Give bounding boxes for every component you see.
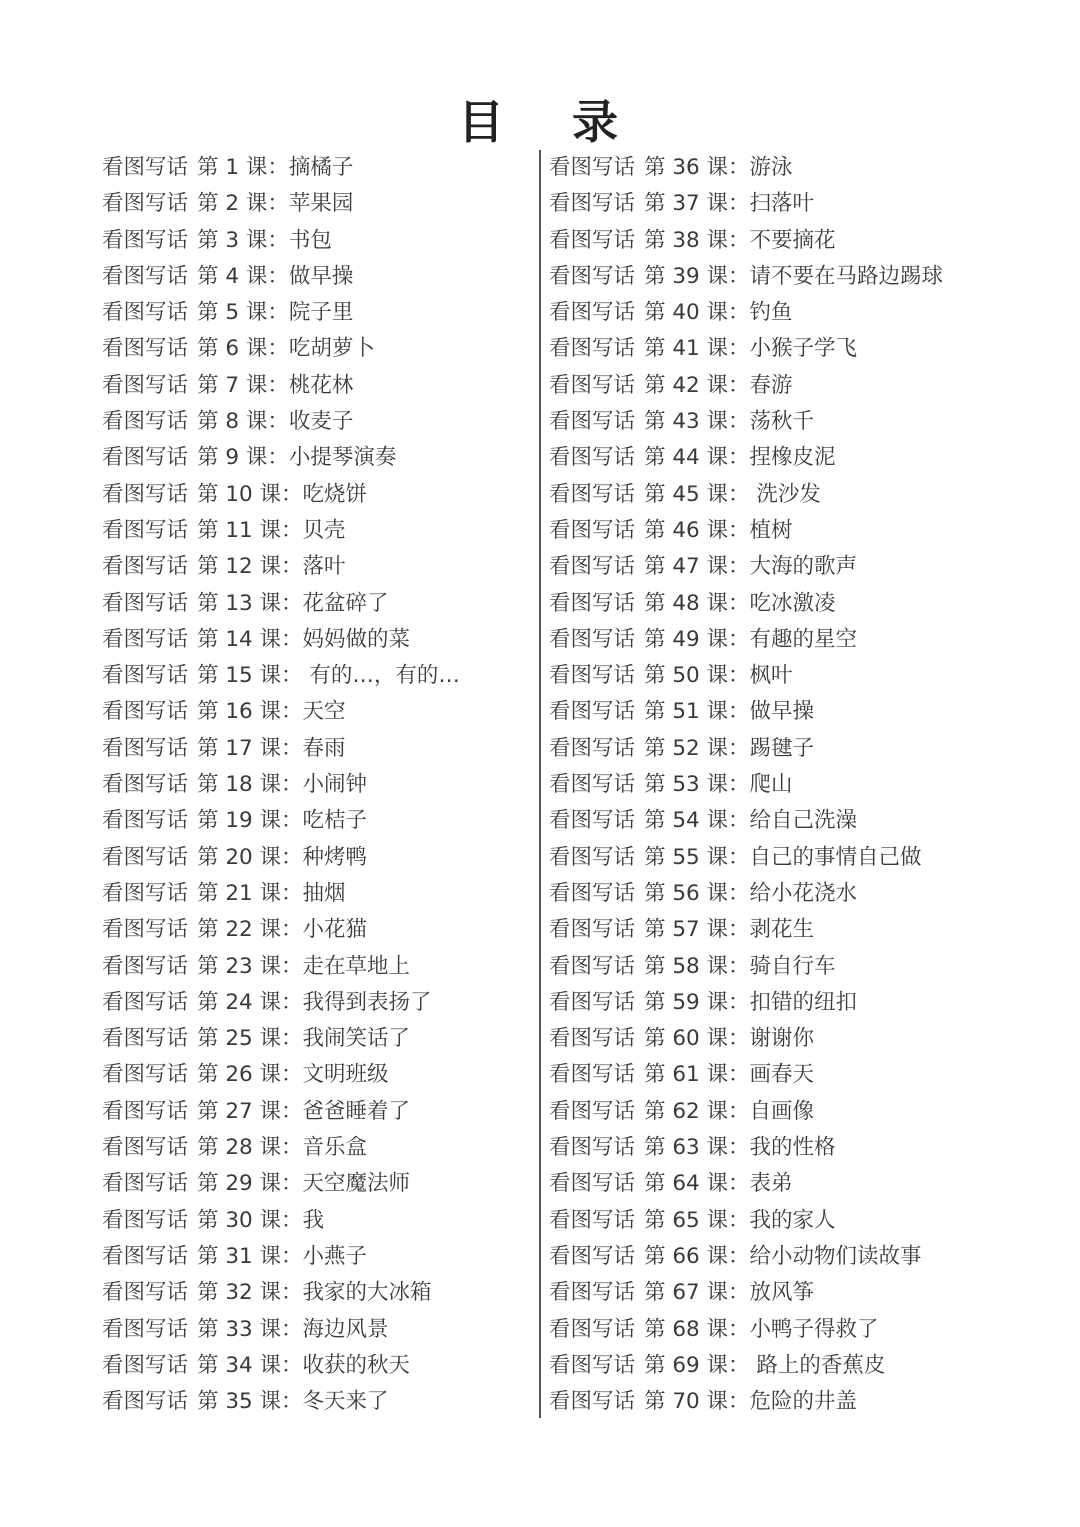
entry-lesson-number: 第 32 课：	[197, 1280, 303, 1306]
entry-series: 看图写话	[102, 263, 189, 289]
entry-lesson-number: 第 24 课：	[197, 989, 303, 1015]
toc-entry	[549, 731, 1009, 767]
entry-lesson-number: 第 30 课：	[197, 1207, 303, 1233]
toc-entry	[102, 186, 542, 222]
entry-lesson-number: 第 45 课：	[644, 481, 750, 507]
entry-topic: 摘橘子	[288, 155, 354, 180]
toc-entry	[102, 840, 542, 876]
toc-entry	[102, 549, 542, 585]
entry-series: 看图写话	[102, 336, 189, 362]
entry-topic: 谢谢你	[749, 1026, 815, 1052]
entry-lesson-number: 第 10 课：	[197, 481, 303, 507]
entry-lesson-number: 第 64 课：	[644, 1171, 750, 1197]
entry-topic: 小燕子	[302, 1243, 368, 1269]
entry-topic: 天空	[302, 699, 346, 725]
entry-lesson-number: 第 50 课：	[644, 663, 750, 689]
entry-lesson-number: 第 15 课：	[197, 663, 303, 689]
entry-topic: 落叶	[302, 554, 346, 580]
entry-lesson-number: 第 63 课：	[644, 1135, 750, 1161]
entry-topic: 音乐盒	[302, 1135, 368, 1161]
entry-series: 看图写话	[102, 1171, 189, 1197]
entry-lesson-number: 第 3 课：	[197, 227, 289, 253]
entry-series: 看图写话	[102, 626, 189, 652]
entry-lesson-number: 第 67 课：	[644, 1280, 750, 1306]
entry-lesson-number: 第 52 课：	[644, 735, 750, 761]
entry-topic: 扫落叶	[749, 191, 815, 217]
entry-lesson-number: 第 35 课：	[197, 1389, 303, 1415]
entry-topic: 走在草地上	[302, 953, 411, 979]
entry-series: 看图写话	[549, 1280, 636, 1306]
entry-series: 看图写话	[102, 1135, 189, 1161]
entry-topic: 我闹笑话了	[302, 1026, 411, 1052]
entry-topic: 种烤鸭	[302, 844, 368, 870]
entry-topic: 海边风景	[302, 1316, 389, 1342]
entry-lesson-number: 第 26 课：	[197, 1062, 303, 1088]
entry-series: 看图写话	[102, 554, 189, 580]
entry-topic: 我的家人	[749, 1207, 836, 1233]
entry-series: 看图写话	[549, 663, 636, 689]
entry-topic: 荡秋千	[749, 409, 815, 435]
entry-series: 看图写话	[102, 1316, 189, 1342]
toc-entry	[549, 1094, 1009, 1130]
entry-topic: 给小花浇水	[749, 880, 858, 906]
entry-series: 看图写话	[549, 880, 636, 906]
entry-series: 看图写话	[549, 372, 636, 398]
entry-lesson-number: 第 55 课：	[644, 844, 750, 870]
entry-topic: 做早操	[288, 263, 354, 289]
entry-series: 看图写话	[102, 1207, 189, 1233]
entry-lesson-number: 第 12 课：	[197, 554, 303, 580]
entry-lesson-number: 第 68 课：	[644, 1316, 750, 1342]
entry-series: 看图写话	[549, 554, 636, 580]
entry-lesson-number: 第 1 课：	[197, 155, 289, 180]
toc-entry	[102, 1312, 542, 1348]
entry-topic: 放风筝	[749, 1280, 815, 1306]
entry-series: 看图写话	[102, 409, 189, 435]
toc-entry	[549, 876, 1009, 912]
entry-lesson-number: 第 31 课：	[197, 1243, 303, 1269]
entry-lesson-number: 第 42 课：	[644, 372, 750, 398]
entry-topic: 有趣的星空	[749, 626, 858, 652]
entry-topic: 吃烧饼	[302, 481, 368, 507]
entry-topic: 抽烟	[302, 880, 346, 906]
entry-lesson-number: 第 49 课：	[644, 626, 750, 652]
entry-series: 看图写话	[549, 409, 636, 435]
entry-topic: 剥花生	[749, 917, 815, 943]
entry-series: 看图写话	[549, 155, 636, 180]
toc-entry	[102, 513, 542, 549]
entry-series: 看图写话	[549, 1135, 636, 1161]
toc-entry	[102, 440, 542, 476]
toc-entry	[549, 259, 1009, 295]
toc-right-column	[549, 150, 1009, 1420]
entry-lesson-number: 第 16 课：	[197, 699, 303, 725]
entry-series: 看图写话	[549, 989, 636, 1015]
entry-lesson-number: 第 27 课：	[197, 1098, 303, 1124]
entry-topic: 我家的大冰箱	[302, 1280, 432, 1306]
toc-entry	[549, 1275, 1009, 1311]
entry-topic: 冬天来了	[302, 1389, 389, 1415]
entry-lesson-number: 第 4 课：	[197, 263, 289, 289]
toc-left-column	[102, 150, 542, 1420]
entry-series: 看图写话	[102, 772, 189, 798]
entry-topic: 不要摘花	[749, 227, 836, 253]
entry-topic: 天空魔法师	[302, 1171, 411, 1197]
entry-series: 看图写话	[549, 808, 636, 834]
entry-series: 看图写话	[102, 191, 189, 217]
entry-lesson-number: 第 19 课：	[197, 808, 303, 834]
entry-series: 看图写话	[549, 1316, 636, 1342]
entry-series: 看图写话	[549, 699, 636, 725]
entry-topic: 表弟	[749, 1171, 793, 1197]
entry-series: 看图写话	[102, 663, 189, 689]
entry-topic: 院子里	[288, 300, 354, 326]
entry-lesson-number: 第 70 课：	[644, 1389, 750, 1415]
entry-series: 看图写话	[549, 445, 636, 471]
toc-entry	[102, 150, 542, 186]
toc-entry	[549, 223, 1009, 259]
toc-entry	[549, 440, 1009, 476]
entry-lesson-number: 第 6 课：	[197, 336, 289, 362]
entry-series: 看图写话	[102, 1352, 189, 1378]
toc-entry	[102, 1203, 542, 1239]
entry-topic: 路上的香蕉皮	[749, 1352, 886, 1378]
entry-topic: 给小动物们读故事	[749, 1243, 922, 1269]
entry-topic: 小鸭子得救了	[749, 1316, 879, 1342]
toc-entry	[549, 477, 1009, 513]
entry-series: 看图写话	[549, 481, 636, 507]
toc-entry	[102, 331, 542, 367]
toc-entry	[102, 259, 542, 295]
toc-entry	[102, 912, 542, 948]
entry-topic: 我	[302, 1207, 325, 1233]
toc-entry	[102, 404, 542, 440]
entry-lesson-number: 第 65 课：	[644, 1207, 750, 1233]
entry-lesson-number: 第 8 课：	[197, 409, 289, 435]
entry-topic: 春雨	[302, 735, 346, 761]
entry-series: 看图写话	[102, 1026, 189, 1052]
entry-topic: 小猴子学飞	[749, 336, 858, 362]
entry-lesson-number: 第 57 课：	[644, 917, 750, 943]
toc-entry	[102, 658, 542, 694]
entry-topic: 植树	[749, 517, 793, 543]
toc-entry	[549, 1348, 1009, 1384]
toc-entry	[549, 549, 1009, 585]
entry-lesson-number: 第 51 课：	[644, 699, 750, 725]
entry-lesson-number: 第 18 课：	[197, 772, 303, 798]
entry-series: 看图写话	[102, 227, 189, 253]
toc-entry	[549, 912, 1009, 948]
entry-lesson-number: 第 54 课：	[644, 808, 750, 834]
entry-topic: 吃胡萝卜	[288, 336, 375, 362]
toc-entry	[102, 803, 542, 839]
toc-entry	[549, 368, 1009, 404]
toc-entry	[549, 694, 1009, 730]
toc-entry	[102, 767, 542, 803]
toc-entry	[102, 694, 542, 730]
entry-lesson-number: 第 66 课：	[644, 1243, 750, 1269]
entry-lesson-number: 第 13 课：	[197, 590, 303, 616]
entry-topic: 请不要在马路边踢球	[749, 263, 944, 289]
entry-lesson-number: 第 37 课：	[644, 191, 750, 217]
toc-entry	[102, 1057, 542, 1093]
toc-entry	[102, 1094, 542, 1130]
entry-series: 看图写话	[102, 1098, 189, 1124]
entry-series: 看图写话	[102, 1062, 189, 1088]
entry-topic: 贝壳	[302, 517, 346, 543]
entry-lesson-number: 第 39 课：	[644, 263, 750, 289]
entry-lesson-number: 第 59 课：	[644, 989, 750, 1015]
entry-lesson-number: 第 23 课：	[197, 953, 303, 979]
entry-series: 看图写话	[549, 227, 636, 253]
toc-entry	[102, 985, 542, 1021]
toc-entry	[102, 1239, 542, 1275]
entry-topic: 春游	[749, 372, 793, 398]
toc-entry	[549, 331, 1009, 367]
entry-series: 看图写话	[549, 772, 636, 798]
toc-entry	[549, 1384, 1009, 1420]
toc-entry	[102, 1166, 542, 1202]
entry-topic: 扣错的纽扣	[749, 989, 858, 1015]
toc-entry	[102, 1384, 542, 1420]
entry-lesson-number: 第 7 课：	[197, 372, 289, 398]
entry-lesson-number: 第 53 课：	[644, 772, 750, 798]
entry-topic: 自画像	[749, 1098, 815, 1124]
entry-series: 看图写话	[102, 1243, 189, 1269]
entry-series: 看图写话	[549, 300, 636, 326]
entry-series: 看图写话	[549, 626, 636, 652]
entry-series: 看图写话	[102, 481, 189, 507]
toc-entry	[102, 876, 542, 912]
entry-series: 看图写话	[549, 1062, 636, 1088]
entry-series: 看图写话	[549, 263, 636, 289]
entry-series: 看图写话	[549, 1389, 636, 1415]
toc-entry	[549, 985, 1009, 1021]
toc-entry	[102, 295, 542, 331]
entry-topic: 妈妈做的菜	[302, 626, 411, 652]
toc-entry	[549, 1166, 1009, 1202]
entry-lesson-number: 第 46 课：	[644, 517, 750, 543]
entry-lesson-number: 第 22 课：	[197, 917, 303, 943]
entry-topic: 游泳	[749, 155, 793, 180]
page-title: 目 录	[457, 95, 644, 149]
entry-series: 看图写话	[549, 517, 636, 543]
entry-lesson-number: 第 44 课：	[644, 445, 750, 471]
entry-series: 看图写话	[102, 808, 189, 834]
entry-series: 看图写话	[102, 155, 189, 180]
entry-lesson-number: 第 2 课：	[197, 191, 289, 217]
entry-lesson-number: 第 62 课：	[644, 1098, 750, 1124]
toc-entry	[102, 223, 542, 259]
toc-entry	[102, 1348, 542, 1384]
entry-topic: 收获的秋天	[302, 1352, 411, 1378]
toc-entry	[549, 1239, 1009, 1275]
entry-lesson-number: 第 33 课：	[197, 1316, 303, 1342]
entry-series: 看图写话	[102, 735, 189, 761]
entry-topic: 苹果园	[288, 191, 354, 217]
entry-lesson-number: 第 40 课：	[644, 300, 750, 326]
toc-entry	[549, 658, 1009, 694]
entry-topic: 做早操	[749, 699, 815, 725]
entry-series: 看图写话	[102, 1389, 189, 1415]
entry-topic: 小花猫	[302, 917, 368, 943]
toc-entry	[549, 186, 1009, 222]
entry-series: 看图写话	[549, 1098, 636, 1124]
toc-entry	[549, 1130, 1009, 1166]
toc-entry	[549, 803, 1009, 839]
entry-topic: 画春天	[749, 1062, 815, 1088]
entry-series: 看图写话	[549, 1171, 636, 1197]
toc-entry	[549, 586, 1009, 622]
toc-entry	[549, 513, 1009, 549]
entry-series: 看图写话	[102, 445, 189, 471]
entry-series: 看图写话	[102, 880, 189, 906]
entry-topic: 枫叶	[749, 663, 793, 689]
entry-topic: 钓鱼	[749, 300, 793, 326]
entry-topic: 文明班级	[302, 1062, 389, 1088]
toc-entry	[549, 295, 1009, 331]
toc-entry	[549, 1203, 1009, 1239]
entry-series: 看图写话	[549, 1352, 636, 1378]
toc-entry	[102, 622, 542, 658]
toc-entry	[549, 150, 1009, 186]
toc-entry	[549, 1021, 1009, 1057]
entry-lesson-number: 第 17 课：	[197, 735, 303, 761]
entry-topic: 踢毽子	[749, 735, 815, 761]
entry-lesson-number: 第 61 课：	[644, 1062, 750, 1088]
toc-entry	[549, 949, 1009, 985]
entry-series: 看图写话	[102, 517, 189, 543]
entry-series: 看图写话	[549, 191, 636, 217]
toc-entry	[549, 840, 1009, 876]
toc-entry	[102, 586, 542, 622]
toc-entry	[102, 1021, 542, 1057]
entry-lesson-number: 第 28 课：	[197, 1135, 303, 1161]
entry-topic: 桃花林	[288, 372, 354, 398]
entry-series: 看图写话	[549, 844, 636, 870]
entry-lesson-number: 第 43 课：	[644, 409, 750, 435]
entry-topic: 吃冰激凌	[749, 590, 836, 616]
entry-topic: 书包	[288, 227, 332, 253]
entry-lesson-number: 第 41 课：	[644, 336, 750, 362]
entry-topic: 危险的井盖	[749, 1389, 858, 1415]
entry-lesson-number: 第 56 课：	[644, 880, 750, 906]
entry-topic: 爸爸睡着了	[302, 1098, 411, 1124]
column-divider	[539, 150, 541, 1418]
entry-series: 看图写话	[549, 336, 636, 362]
entry-topic: 大海的歌声	[749, 554, 858, 580]
toc-entry	[102, 368, 542, 404]
entry-topic: 给自己洗澡	[749, 808, 858, 834]
entry-lesson-number: 第 48 课：	[644, 590, 750, 616]
entry-series: 看图写话	[549, 735, 636, 761]
entry-lesson-number: 第 36 课：	[644, 155, 750, 180]
entry-topic: 捏橡皮泥	[749, 445, 836, 471]
entry-lesson-number: 第 5 课：	[197, 300, 289, 326]
toc-entry	[549, 404, 1009, 440]
entry-series: 看图写话	[102, 953, 189, 979]
entry-lesson-number: 第 9 课：	[197, 445, 289, 471]
entry-series: 看图写话	[102, 300, 189, 326]
entry-topic: 小闹钟	[302, 772, 368, 798]
entry-topic: 花盆碎了	[302, 590, 389, 616]
toc-entry	[102, 731, 542, 767]
entry-series: 看图写话	[102, 372, 189, 398]
entry-series: 看图写话	[102, 844, 189, 870]
toc-entry	[549, 767, 1009, 803]
entry-series: 看图写话	[549, 953, 636, 979]
toc-entry	[549, 1057, 1009, 1093]
entry-series: 看图写话	[549, 917, 636, 943]
entry-series: 看图写话	[102, 917, 189, 943]
entry-topic: 我的性格	[749, 1135, 836, 1161]
toc-entry	[549, 1312, 1009, 1348]
entry-lesson-number: 第 29 课：	[197, 1171, 303, 1197]
entry-lesson-number: 第 11 课：	[197, 517, 303, 543]
entry-topic: 收麦子	[288, 409, 354, 435]
entry-series: 看图写话	[102, 989, 189, 1015]
entry-lesson-number: 第 47 课：	[644, 554, 750, 580]
toc-entry	[102, 1275, 542, 1311]
toc-entry	[102, 477, 542, 513]
entry-series: 看图写话	[549, 1243, 636, 1269]
toc-entry	[549, 622, 1009, 658]
entry-lesson-number: 第 58 课：	[644, 953, 750, 979]
entry-series: 看图写话	[102, 699, 189, 725]
entry-topic: 有的…，有的…	[302, 663, 460, 689]
entry-topic: 我得到表扬了	[302, 989, 432, 1015]
entry-series: 看图写话	[102, 590, 189, 616]
entry-lesson-number: 第 25 课：	[197, 1026, 303, 1052]
entry-lesson-number: 第 69 课：	[644, 1352, 750, 1378]
entry-topic: 吃桔子	[302, 808, 368, 834]
entry-series: 看图写话	[549, 1026, 636, 1052]
entry-lesson-number: 第 38 课：	[644, 227, 750, 253]
entry-series: 看图写话	[549, 1207, 636, 1233]
entry-topic: 洗沙发	[749, 481, 821, 507]
entry-series: 看图写话	[102, 1280, 189, 1306]
entry-lesson-number: 第 34 课：	[197, 1352, 303, 1378]
entry-topic: 骑自行车	[749, 953, 836, 979]
entry-lesson-number: 第 21 课：	[197, 880, 303, 906]
toc-entry	[102, 949, 542, 985]
entry-topic: 爬山	[749, 772, 793, 798]
entry-series: 看图写话	[549, 590, 636, 616]
entry-lesson-number: 第 14 课：	[197, 626, 303, 652]
entry-lesson-number: 第 60 课：	[644, 1026, 750, 1052]
entry-lesson-number: 第 20 课：	[197, 844, 303, 870]
entry-topic: 小提琴演奏	[288, 445, 397, 471]
entry-topic: 自己的事情自己做	[749, 844, 922, 870]
toc-entry	[102, 1130, 542, 1166]
